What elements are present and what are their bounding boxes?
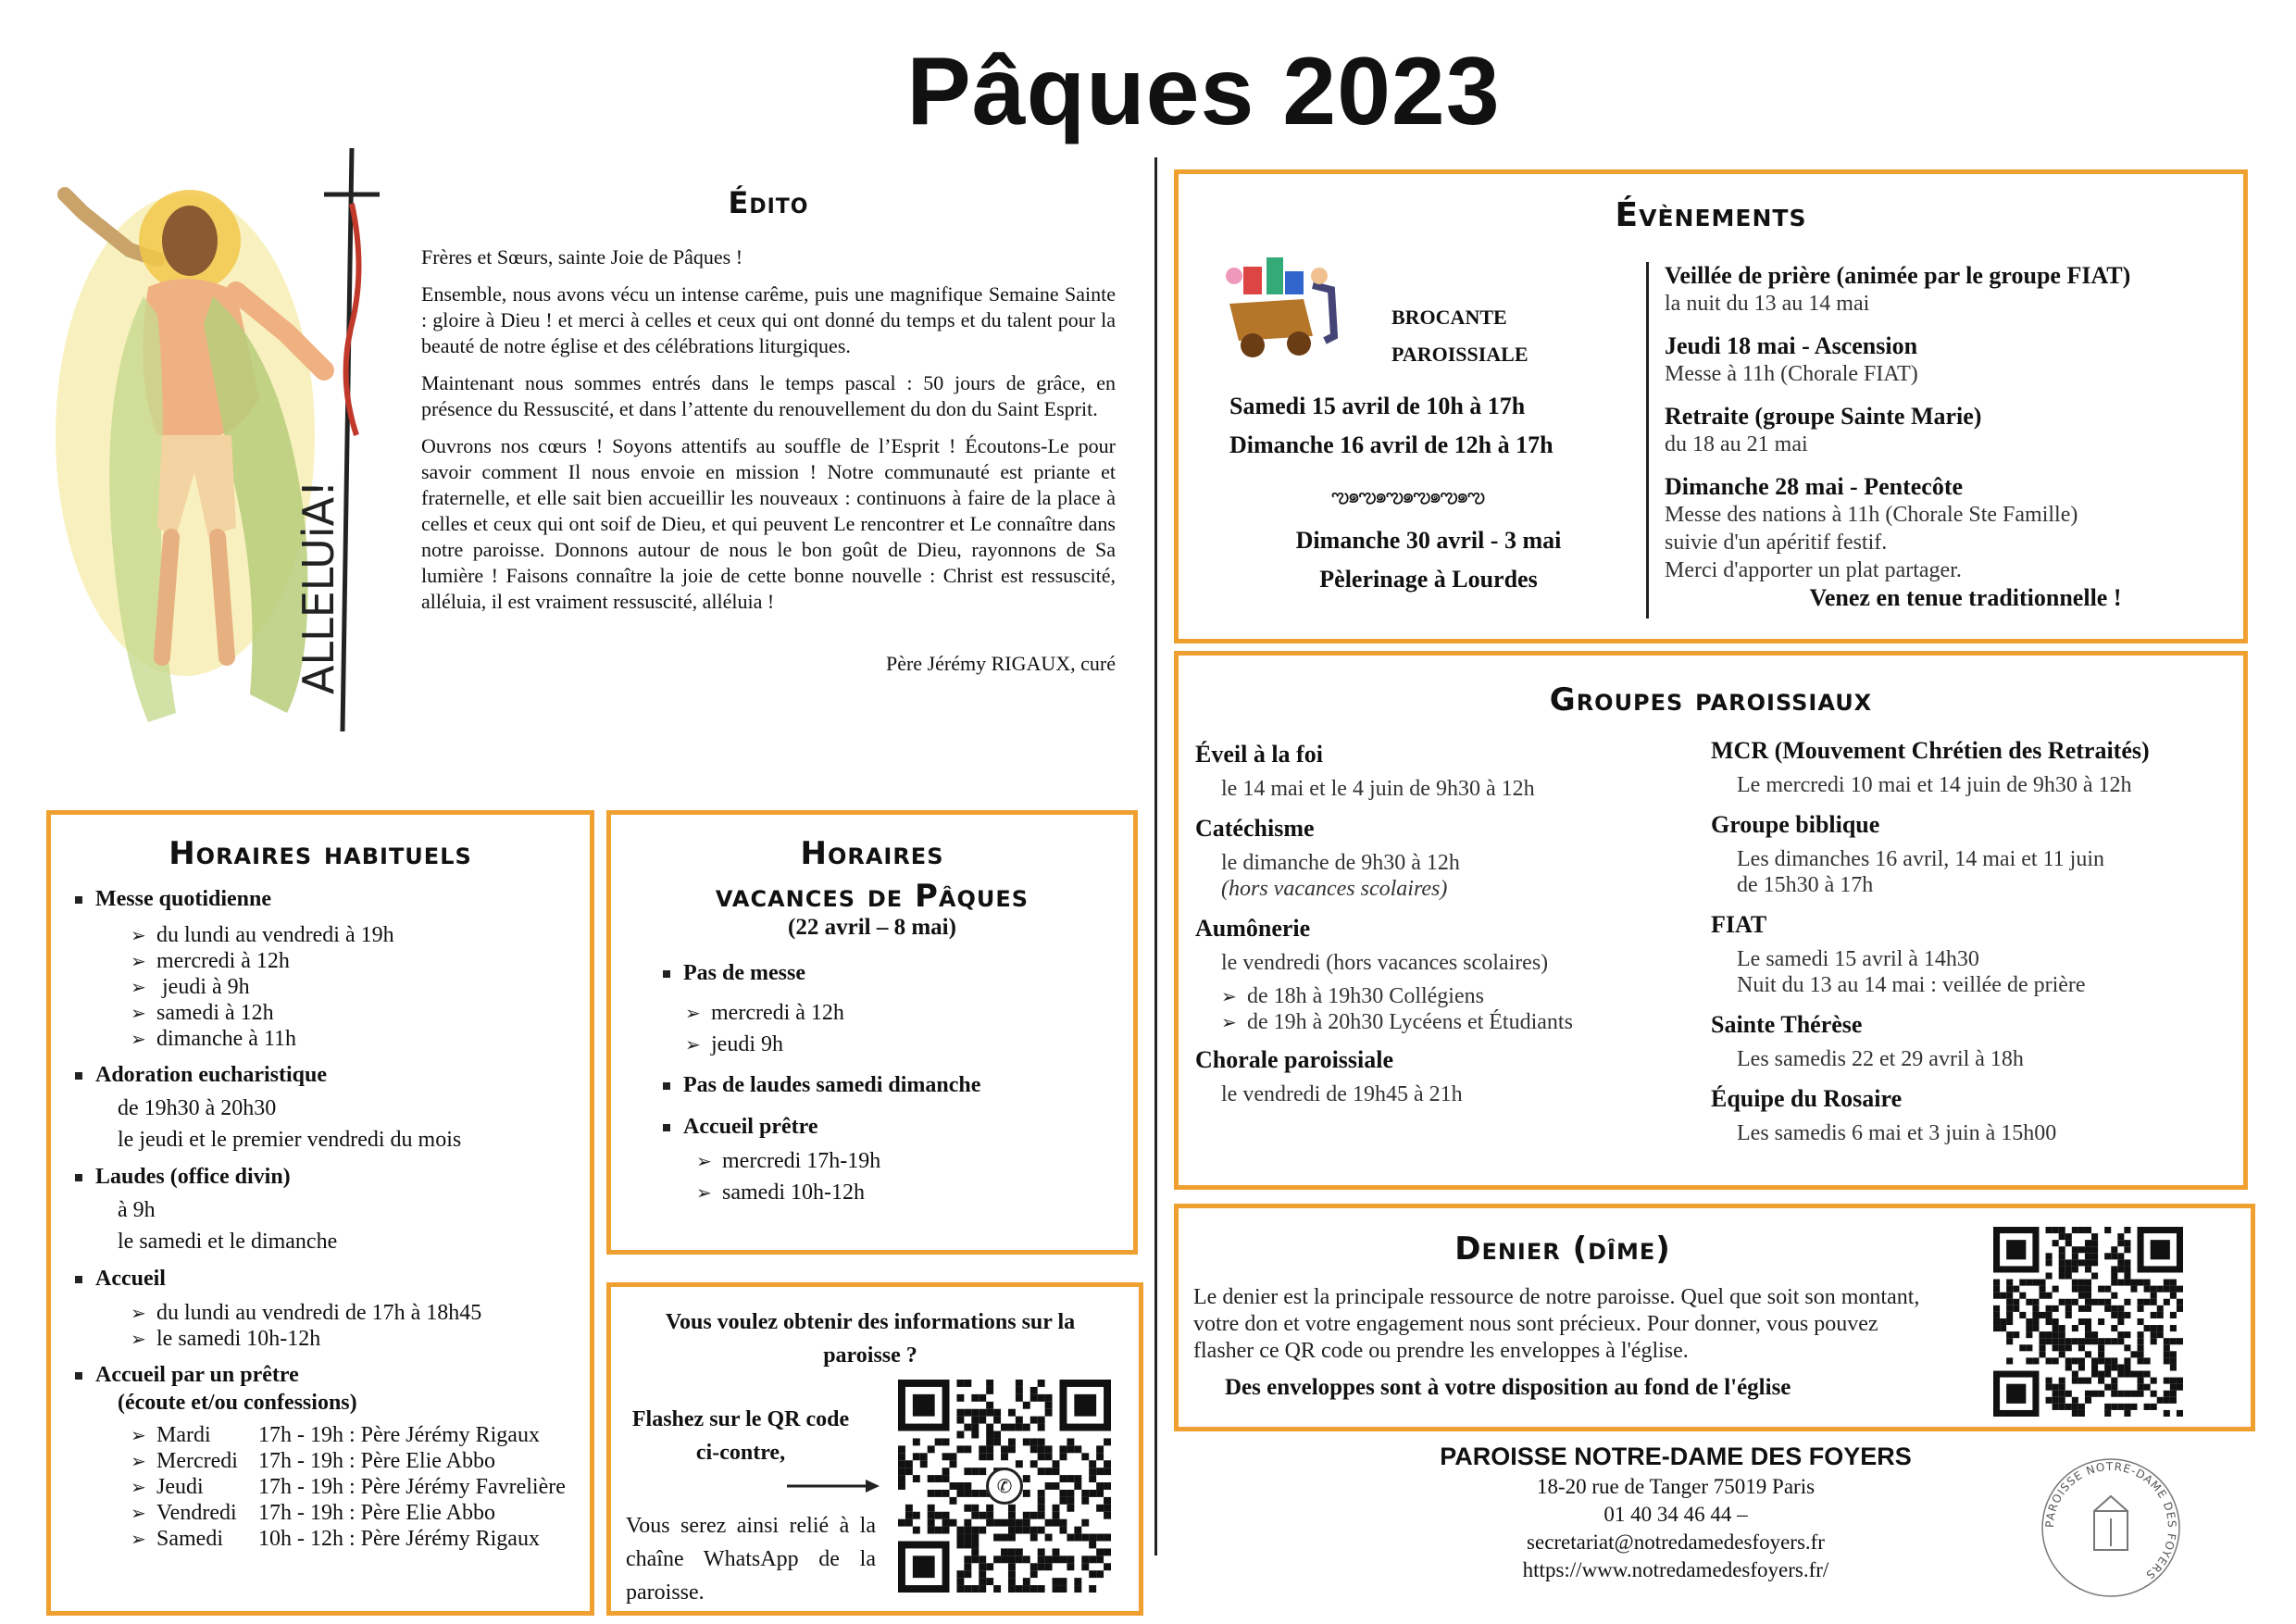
group-detail: Les samedis 22 et 29 avril à 18h (1737, 1047, 2024, 1071)
group-title: Sainte Thérèse (1711, 1011, 1863, 1038)
event-detail: du 18 au 21 mai (1665, 432, 1808, 456)
pretre-subtitle: (écoute et/ou confessions) (118, 1391, 357, 1415)
list-item: ➢ de 18h à 19h30 Collégiens (1221, 984, 1484, 1008)
group-detail: le vendredi de 19h45 à 21h (1221, 1082, 1463, 1106)
page-title: Pâques 2023 (906, 38, 1501, 145)
whatsapp-flash: Flashez sur le QR code ci-contre, (631, 1407, 850, 1465)
list-item: ➢ mercredi à 12h (131, 949, 290, 973)
vacances-heading-2: vacances de Pâques (715, 878, 1029, 915)
arrow-icon: ➢ (131, 976, 146, 998)
laudes-when: le samedi et le dimanche (118, 1230, 338, 1254)
group-title: Groupe biblique (1711, 811, 1880, 838)
arrow-icon: ➢ (696, 1181, 712, 1204)
arrow-icon: ➢ (131, 1528, 146, 1550)
event-title: Dimanche 28 mai - Pentecôte (1665, 473, 1964, 500)
lourdes-title: Pèlerinage à Lourdes (1319, 566, 1538, 593)
parish-website[interactable]: https://www.notredamedesfoyers.fr/ (1522, 1558, 1829, 1581)
arrow-icon: ➢ (1221, 985, 1237, 1007)
bullet-icon (663, 1082, 670, 1090)
arrow-icon: ➢ (131, 924, 146, 946)
list-item: ➢ Mercredi 17h - 19h : Père Elie Abbo (131, 1449, 495, 1473)
edito-signature: Père Jérémy RIGAUX, curé (885, 652, 1116, 675)
arrow-icon: ➢ (131, 1502, 146, 1524)
arrow-icon: ➢ (696, 1150, 712, 1172)
list-item: ➢ de 19h à 20h30 Lycéens et Étudiants (1221, 1010, 1573, 1034)
groupes-heading: Groupes paroissiaux (1549, 681, 1873, 718)
messe-title: Messe quotidienne (95, 887, 272, 911)
event-title: Veillée de prière (animée par le groupe FIAT) (1665, 262, 2131, 289)
list-item: ➢ Jeudi 17h - 19h : Père Jérémy Favrelière (131, 1475, 566, 1499)
events-divider (1646, 262, 1649, 618)
horaires-vacances-box (606, 810, 1138, 1255)
brocante-date-1: Samedi 15 avril de 10h à 17h (1229, 393, 1526, 419)
pretre-title: Accueil par un prêtre (95, 1363, 299, 1387)
group-detail: Nuit du 13 au 14 mai : veillée de prière (1737, 973, 2086, 997)
denier-enveloppes: Des enveloppes sont à votre disposition au fond de l'église (1225, 1375, 1791, 1400)
column-divider (1154, 157, 1157, 1555)
list-item: ➢ du lundi au vendredi de 17h à 18h45 (131, 1301, 482, 1325)
vacances-heading-1: Horaires (800, 835, 944, 872)
bullet-icon (663, 970, 670, 978)
list-item: ➢ Samedi 10h - 12h : Père Jérémy Rigaux (131, 1527, 540, 1551)
list-item: ➢ mercredi à 12h (685, 997, 1109, 1029)
list-item: ➢ samedi à 12h (131, 1001, 274, 1025)
brocante-date-2: Dimanche 16 avril de 12h à 17h (1229, 431, 1554, 458)
list-item: ➢ Vendredi 17h - 19h : Père Elie Abbo (131, 1501, 495, 1525)
bullet-icon (75, 896, 82, 904)
laudes-time: à 9h (118, 1198, 156, 1222)
brocante-title-2: PAROISSIALE (1391, 343, 1529, 366)
arrow-icon: ➢ (131, 1002, 146, 1024)
arrow-icon: ➢ (131, 1028, 146, 1050)
whatsapp-icon: ✆ (986, 1468, 1023, 1505)
group-title: Chorale paroissiale (1195, 1046, 1394, 1073)
evenements-heading: Évènements (1615, 196, 1807, 234)
list-item: ➢ Mardi 17h - 19h : Père Jérémy Rigaux (131, 1423, 540, 1447)
group-detail: Le mercredi 10 mai et 14 juin de 9h30 à 12h (1737, 773, 2132, 797)
group-detail: Les samedis 6 mai et 3 juin à 15h00 (1737, 1121, 2057, 1145)
edito-paragraph: Ensemble, nous avons vécu un intense carême, puis une magnifique Semaine Sainte : gloire à Dieu ! et merci à celles et ceux qui ont donné du temps et du talent pour la beauté de notre église et des célébrations liturgiques. (421, 282, 1116, 357)
arrow-icon: ➢ (131, 950, 146, 972)
bullet-icon (75, 1174, 82, 1181)
group-title: Aumônerie (1195, 915, 1311, 942)
edito-paragraph: Ouvrons nos cœurs ! Soyons attentifs au souffle de l’Esprit ! Écoutons-Le pour savoir comment Il nous envoie en mission ! Notre communauté est priante et fraternelle, et elle sait bien accueillir les nouveaux : continuons à faire de la place à celles et ceux qui ont soif de Dieu, et qui peuvent Le rencontrer et Le connaître dans notre paroisse. Donnons autour de nous le bon goût de Dieu, rayonnons de Sa lumière ! Faisons connaître la joie de cette bonne nouvelle : Christ est ressuscité, alléluia, il est vraiment ressuscité, alléluia ! (421, 434, 1116, 613)
event-detail: Messe à 11h (Chorale FIAT) (1665, 362, 1918, 386)
group-detail: de 15h30 à 17h (1737, 873, 1874, 897)
denier-box (1174, 1204, 2255, 1431)
bullet-icon (75, 1372, 82, 1380)
arrow-icon: ➢ (131, 1476, 146, 1498)
arrow-icon: ➢ (1221, 1011, 1237, 1033)
adoration-title: Adoration eucharistique (95, 1063, 328, 1087)
edito-section (421, 185, 1116, 676)
adoration-time: de 19h30 à 20h30 (118, 1096, 277, 1120)
groupes-box (1174, 651, 2248, 1190)
arrow-icon: ➢ (685, 1033, 701, 1056)
group-title: Éveil à la foi (1195, 741, 1323, 768)
parish-footer (1352, 1443, 2000, 1584)
list-item: ➢ le samedi 10h-12h (131, 1327, 321, 1351)
bullet-icon (75, 1072, 82, 1080)
event-title: Jeudi 18 mai - Ascension (1665, 332, 1918, 359)
pas-messe: Pas de messe (683, 961, 805, 985)
group-title: FIAT (1711, 911, 1767, 938)
bullet-icon (75, 1276, 82, 1283)
event-title: Retraite (groupe Sainte Marie) (1665, 403, 1982, 430)
list-item: ➢ du lundi au vendredi à 19h (131, 923, 394, 947)
evenements-box (1174, 169, 2248, 643)
list-item: ➢ mercredi 17h-19h (696, 1145, 1109, 1177)
edito-heading: Édito (728, 185, 809, 220)
seal-text: PAROISSE NOTRE-DAME DES FOYERS (2042, 1459, 2179, 1582)
edito-paragraph: Maintenant nous sommes entrés dans le temps pascal : 50 jours de grâce, en présence du Ressuscité, et dans l’attente du renouvellement du don du Saint Esprit. (421, 371, 1116, 420)
whatsapp-relie: Vous serez ainsi relié à la chaîne WhatsApp de la paroisse. (626, 1514, 876, 1605)
group-detail: Les dimanches 16 avril, 14 mai et 11 juin (1737, 847, 2105, 871)
accueil-title: Accueil (95, 1267, 166, 1291)
group-detail: le dimanche de 9h30 à 12h (1221, 851, 1460, 875)
lourdes-date: Dimanche 30 avril - 3 mai (1295, 527, 1562, 554)
tenue-note: Venez en tenue traditionnelle ! (1809, 584, 2122, 611)
denier-text: Le denier est la principale ressource de notre paroisse. Quel que soit son montant, votre don et votre engagement nous sont précieux. Pour donner, vous pouvez flasher ce QR code ou prendre les enveloppes à l'église. (1193, 1285, 1920, 1363)
event-detail: Messe des nations à 11h (Chorale Ste Famille) (1665, 503, 2078, 527)
group-detail: Le samedi 15 avril à 14h30 (1737, 947, 1979, 971)
pas-laudes: Pas de laudes samedi dimanche (683, 1073, 981, 1097)
parish-name: PAROISSE NOTRE-DAME DES FOYERS (1440, 1443, 1912, 1470)
arrow-icon: ➢ (131, 1302, 146, 1324)
group-title: Équipe du Rosaire (1711, 1085, 1903, 1112)
bullet-icon (663, 1124, 670, 1131)
list-item: ➢ samedi 10h-12h (696, 1177, 1109, 1208)
edito-paragraph: Frères et Sœurs, sainte Joie de Pâques ! (421, 245, 743, 269)
horaires-habituels-box (46, 810, 594, 1616)
arrow-icon: ➢ (685, 1002, 701, 1024)
arrow-icon: ➢ (131, 1424, 146, 1446)
whatsapp-question: Vous voulez obtenir des informations sur la paroisse ? (665, 1310, 1076, 1368)
alleluia-text: ALLELUiA! (293, 480, 343, 694)
brocante-illustration (1216, 248, 1345, 359)
laudes-title: Laudes (office divin) (95, 1165, 291, 1189)
list-item: ➢ jeudi à 9h (131, 975, 250, 999)
ornament-divider: ఌ๑ఌ๑ఌ๑ఌ๑ఌ๑ఌ (1331, 485, 1484, 508)
arrow-icon: ➢ (131, 1450, 146, 1472)
arrow-icon: ➢ (131, 1328, 146, 1350)
denier-heading: Denier (dîme) (1454, 1230, 1671, 1268)
group-detail: (hors vacances scolaires) (1221, 877, 1448, 901)
parish-seal-logo (2037, 1454, 2185, 1602)
brocante-title-1: BROCANTE (1391, 306, 1507, 329)
arrow-right-icon (787, 1477, 880, 1495)
event-detail: suivie d'un apéritif festif. (1665, 531, 1888, 555)
risen-christ-illustration (46, 139, 417, 750)
whatsapp-box (606, 1282, 1143, 1616)
accueil-pretre: Accueil prêtre (683, 1115, 818, 1139)
group-detail: le 14 mai et le 4 juin de 9h30 à 12h (1221, 777, 1535, 801)
horaires-heading: Horaires habituels (168, 835, 472, 872)
denier-qr-code[interactable] (1993, 1227, 2183, 1417)
adoration-when: le jeudi et le premier vendredi du mois (118, 1128, 462, 1152)
parish-address: 18-20 rue de Tanger 75019 Paris (1536, 1475, 1816, 1498)
group-detail: le vendredi (hors vacances scolaires) (1221, 951, 1549, 975)
parish-email[interactable]: secretariat@notredamedesfoyers.fr (1527, 1530, 1825, 1554)
event-detail: la nuit du 13 au 14 mai (1665, 292, 1870, 316)
event-detail: Merci d'apporter un plat partager. (1665, 558, 1962, 582)
parish-phone: 01 40 34 46 44 – (1603, 1503, 1748, 1526)
vacances-dates: (22 avril – 8 mai) (788, 915, 956, 940)
list-item: ➢ jeudi 9h (685, 1029, 1109, 1060)
group-title: MCR (Mouvement Chrétien des Retraités) (1711, 737, 2150, 764)
list-item: ➢ dimanche à 11h (131, 1027, 297, 1051)
group-title: Catéchisme (1195, 815, 1315, 842)
